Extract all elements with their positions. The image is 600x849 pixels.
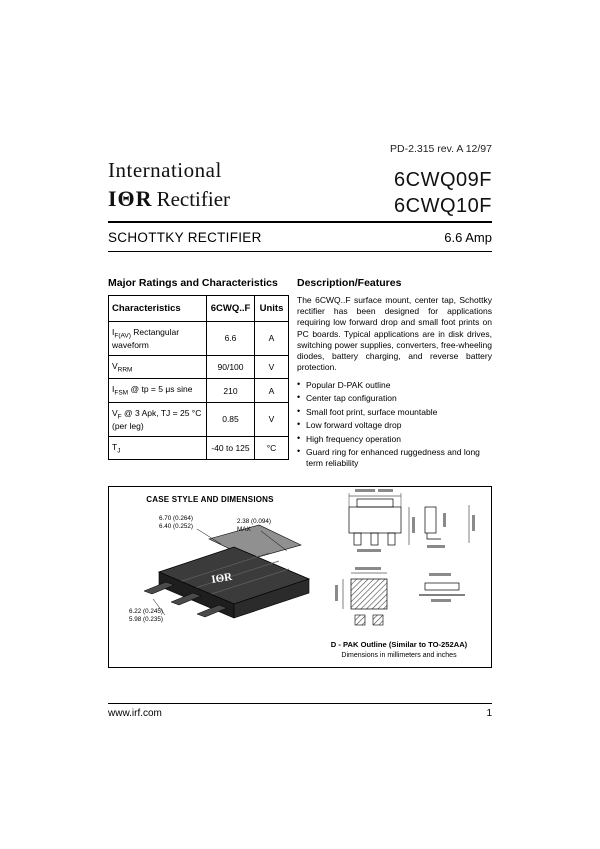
unit-cell: °C bbox=[255, 436, 289, 460]
major-ratings-section bbox=[108, 277, 288, 460]
feature-item: • Center tap configuration bbox=[297, 393, 492, 404]
case-title: CASE STYLE AND DIMENSIONS bbox=[146, 495, 274, 504]
table-header-row bbox=[109, 296, 289, 322]
case-subcaption: Dimensions in millimeters and inches bbox=[341, 652, 457, 659]
dim-body-width-max: 6.22 (0.245) bbox=[129, 608, 163, 615]
description-body: The 6CWQ..F surface mount, center tap, Schottky rectifier has been designed for applications requiring low forward drop and small foot prints on PC boards. Typical applications are in disk drives, switching power supplies, converters, free-wheeling diodes, battery charging, and reverse battery protection. bbox=[297, 295, 492, 373]
condition: @ tp = 5 μs sine bbox=[130, 384, 193, 395]
symbol-subscript: FSM bbox=[114, 390, 129, 398]
feature-item: • Popular D-PAK outline bbox=[297, 380, 492, 391]
value-cell: 0.85 bbox=[207, 403, 255, 437]
description-title: Description/Features bbox=[297, 277, 402, 289]
table-row bbox=[109, 403, 289, 437]
dim-height bbox=[237, 518, 271, 533]
table-row bbox=[109, 436, 289, 460]
unit-cell: V bbox=[255, 403, 289, 437]
case-dimensions-box bbox=[108, 486, 492, 668]
table-row bbox=[109, 379, 289, 403]
symbol-subscript: F(AV) bbox=[114, 332, 131, 340]
front-view-drawing bbox=[349, 493, 409, 545]
characteristic-cell bbox=[109, 322, 207, 356]
feature-item: • Guard ring for enhanced ruggedness and long term reliability bbox=[297, 447, 492, 469]
dim-body-width-min: 5.98 (0.235) bbox=[129, 615, 163, 623]
unit-cell: V bbox=[255, 355, 289, 379]
brand-rectifier-line bbox=[108, 186, 230, 212]
characteristic-cell bbox=[109, 436, 207, 460]
feature-item: • Low forward voltage drop bbox=[297, 420, 492, 431]
unit-cell: A bbox=[255, 379, 289, 403]
dim-lead-span bbox=[159, 515, 193, 530]
value-cell: -40 to 125 bbox=[207, 436, 255, 460]
features-list bbox=[297, 380, 492, 470]
land-pattern-drawing bbox=[343, 573, 387, 625]
symbol: I bbox=[112, 327, 115, 337]
pd-reference: PD-2.315 rev. A 12/97 bbox=[390, 143, 492, 155]
page-number: 1 bbox=[486, 708, 492, 719]
package-logo-text: IΘR bbox=[210, 570, 233, 586]
current-rating: 6.6 Amp bbox=[444, 230, 492, 245]
header-divider bbox=[108, 221, 492, 223]
condition: @ 3 Apk, TJ = 25 °C (per leg) bbox=[112, 408, 202, 431]
page-title: SCHOTTKY RECTIFIER bbox=[108, 230, 262, 245]
value-cell: 6.6 bbox=[207, 322, 255, 356]
feature-item: • Small foot print, surface mountable bbox=[297, 407, 492, 418]
side-view-drawing bbox=[425, 505, 469, 543]
dim-body-width bbox=[129, 608, 163, 623]
symbol: V bbox=[112, 408, 118, 419]
table-row bbox=[109, 355, 289, 379]
part-number-2: 6CWQ10F bbox=[394, 195, 492, 217]
value-cell: 210 bbox=[207, 379, 255, 403]
isometric-package-view bbox=[144, 522, 309, 618]
characteristic-cell bbox=[109, 403, 207, 437]
dim-lead-span-max: 6.70 (0.264) bbox=[159, 515, 193, 522]
symbol-subscript: RRM bbox=[117, 366, 133, 374]
footer-url[interactable]: www.irf.com bbox=[108, 708, 162, 719]
case-caption: D - PAK Outline (Similar to TO-252AA) bbox=[330, 640, 468, 649]
symbol: T bbox=[112, 441, 118, 452]
symbol: I bbox=[112, 384, 115, 395]
part-numbers bbox=[394, 167, 492, 219]
value-cell: 90/100 bbox=[207, 355, 255, 379]
subtitle-divider bbox=[108, 251, 492, 252]
ratings-title: Major Ratings and Characteristics bbox=[108, 277, 278, 289]
characteristic-cell bbox=[109, 355, 207, 379]
ratings-table bbox=[108, 295, 289, 460]
col-header-units: Units bbox=[255, 296, 289, 322]
dim-lead-span-min: 6.40 (0.252) bbox=[159, 522, 193, 530]
package-drawing bbox=[109, 487, 489, 665]
table-row bbox=[109, 322, 289, 356]
brand-international: International bbox=[108, 158, 222, 182]
unit-cell: A bbox=[255, 322, 289, 356]
symbol-subscript: J bbox=[117, 447, 121, 455]
dim-height-value: 2.38 (0.094) bbox=[237, 518, 271, 525]
dim-height-max-label: MAX bbox=[237, 525, 251, 533]
symbol: V bbox=[112, 360, 118, 371]
footer-divider bbox=[108, 703, 492, 704]
col-header-characteristics: Characteristics bbox=[109, 296, 207, 322]
mount-profile-drawing bbox=[419, 583, 465, 595]
footer bbox=[108, 708, 492, 719]
col-header-part: 6CWQ..F bbox=[207, 296, 255, 322]
brand-logo bbox=[108, 158, 230, 212]
feature-item: • High frequency operation bbox=[297, 434, 492, 445]
part-number-1: 6CWQ09F bbox=[394, 169, 492, 191]
description-section bbox=[297, 277, 492, 472]
subtitle-row bbox=[108, 230, 492, 245]
brand-rectifier: Rectifier bbox=[156, 187, 231, 211]
characteristic-cell bbox=[109, 379, 207, 403]
condition: Rectangular waveform bbox=[112, 327, 180, 350]
symbol-subscript: F bbox=[117, 413, 122, 421]
ior-logo-mark: IΘR bbox=[108, 186, 153, 211]
